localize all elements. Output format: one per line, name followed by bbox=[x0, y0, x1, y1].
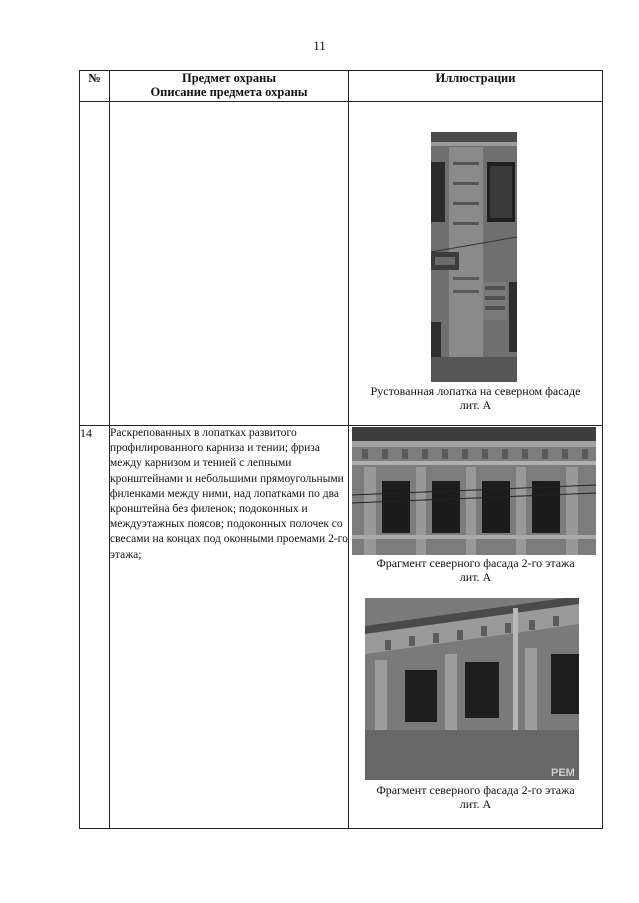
facade-photo-2-caption bbox=[349, 783, 602, 811]
facade-photo-2-caption-line1: Фрагмент северного фасада 2-го этажа bbox=[376, 783, 575, 797]
facade-photo-1-caption bbox=[349, 556, 602, 584]
north-facade-photo-1 bbox=[352, 427, 596, 555]
header-subject-description: Описание предмета охраны bbox=[150, 85, 308, 99]
table-row-continued bbox=[80, 102, 603, 426]
pilaster-photo-caption bbox=[349, 384, 602, 412]
page-number: 11 bbox=[313, 38, 326, 53]
row-14-number: 14 bbox=[80, 426, 110, 829]
pilaster-caption-line2: лит. А bbox=[459, 398, 492, 412]
table-row-14 bbox=[80, 426, 603, 829]
facade-photo-1-caption-line2: лит. А bbox=[459, 570, 492, 584]
facade-photo-2-caption-line2: лит. А bbox=[459, 797, 492, 811]
pilaster-caption-line1: Рустованная лопатка на северном фасаде bbox=[370, 384, 581, 398]
pilaster-photo bbox=[349, 102, 602, 382]
row-14-illustrations bbox=[349, 426, 603, 829]
facade-photo-1-caption-line1: Фрагмент северного фасада 2-го этажа bbox=[376, 556, 575, 570]
table-header-row bbox=[80, 71, 603, 102]
header-subject bbox=[110, 71, 349, 102]
header-number: № bbox=[80, 71, 110, 102]
continued-description-cell bbox=[110, 102, 349, 426]
continued-number-cell bbox=[80, 102, 110, 426]
header-illustrations: Иллюстрации bbox=[349, 71, 603, 102]
continued-illustration-cell bbox=[349, 102, 603, 426]
row-14-description: Раскрепованных в лопатках развитого профилированного карниза и тении; фриза между карнизом и тенией с лепными кронштейнами и небольшими прямоугольными филенками между ними, над лопатками по два кронштейна без филенок; подоконных и междуэтажных поясов; подоконных полочек со свесами на концах под оконными проемами 2-го этажа; bbox=[110, 426, 349, 829]
protection-subject-table bbox=[79, 70, 603, 829]
photo-2-sign: РЕМ bbox=[551, 767, 575, 779]
north-facade-photo-2 bbox=[365, 598, 579, 780]
header-subject-title: Предмет охраны bbox=[181, 71, 277, 85]
